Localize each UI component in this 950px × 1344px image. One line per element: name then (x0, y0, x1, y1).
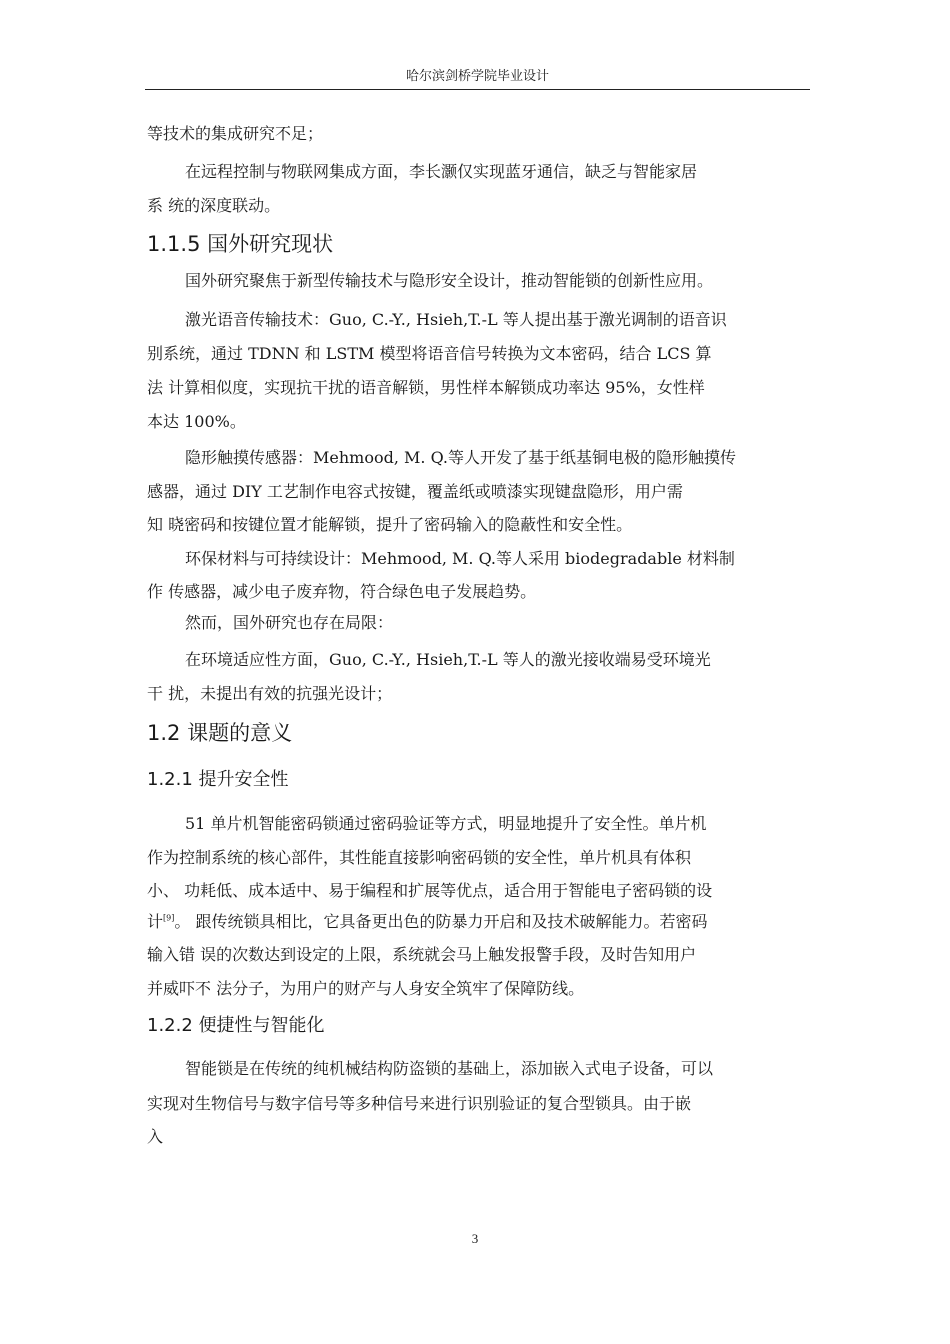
paragraph-line: 作为控制系统的核心部件，其性能直接影响密码锁的安全性，单片机具有体积 (147, 848, 692, 867)
paragraph-line: 环保材料与可持续设计：Mehmood, M. Q.等人采用 biodegradable 材料制 (185, 549, 735, 568)
section-heading-1-1-5: 1.1.5 国外研究现状 (147, 232, 334, 256)
paragraph-line: 等技术的集成研究不足； (147, 124, 324, 143)
paragraph-line: 知 晓密码和按键位置才能解锁，提升了密码输入的隐蔽性和安全性。 (147, 515, 633, 534)
section-heading-1-2-1: 1.2.1 提升安全性 (147, 769, 289, 790)
paragraph-line: 实现对生物信号与数字信号等多种信号来进行识别验证的复合型锁具。由于嵌 (147, 1094, 692, 1113)
page-header-title: 哈尔滨剑桥学院毕业设计 (405, 69, 549, 84)
paragraph-line: 别系统，通过 TDNN 和 LSTM 模型将语音信号转换为文本密码，结合 LCS 算 (147, 344, 712, 363)
paragraph-line: 并威吓不 法分子，为用户的财产与人身安全筑牢了保障防线。 (147, 979, 585, 998)
section-heading-1-2: 1.2 课题的意义 (147, 721, 293, 745)
header-rule (145, 89, 810, 90)
section-heading-1-2-2: 1.2.2 便捷性与智能化 (147, 1015, 325, 1036)
paragraph-line: 感器，通过 DIY 工艺制作电容式按键，覆盖纸或喷漆实现键盘隐形，用户需 (147, 482, 683, 501)
paragraph-line: 法 计算相似度，实现抗干扰的语音解锁，男性样本解锁成功率达 95%，女性样 (147, 378, 705, 397)
paragraph-line: 隐形触摸传感器：Mehmood, M. Q.等人开发了基于纸基铜电极的隐形触摸传 (185, 448, 736, 467)
paragraph-line: 本达 100%。 (147, 412, 246, 431)
paragraph-text: 计 (147, 912, 164, 931)
paragraph-line: 在环境适应性方面，Guo, C.-Y., Hsieh,T.-L 等人的激光接收端易受环境光 (185, 650, 711, 669)
page-number: 3 (471, 1231, 479, 1246)
paragraph-line: 入 (147, 1127, 164, 1146)
paragraph-line: 国外研究聚焦于新型传输技术与隐形安全设计，推动智能锁的创新性应用。 (185, 271, 714, 290)
paragraph-line: 系 统的深度联动。 (147, 196, 281, 215)
citation-ref: [9] (163, 913, 175, 923)
paragraph-line: 然而，国外研究也存在局限： (185, 613, 394, 632)
paragraph-line: 51 单片机智能密码锁通过密码验证等方式，明显地提升了安全性。单片机 (185, 814, 707, 833)
paragraph-line: 作 传感器，减少电子废弃物，符合绿色电子发展趋势。 (147, 582, 537, 601)
paragraph-line: 在远程控制与物联网集成方面，李长灏仅实现蓝牙通信，缺乏与智能家居 (185, 162, 698, 181)
paragraph-line: 智能锁是在传统的纯机械结构防盗锁的基础上，添加嵌入式电子设备，可以 (185, 1059, 714, 1078)
paragraph-line: 输入错 误的次数达到设定的上限，系统就会马上触发报警手段，及时告知用户 (147, 945, 697, 964)
paragraph-line: 小、 功耗低、成本适中、易于编程和扩展等优点，适合用于智能电子密码锁的设 (147, 881, 713, 900)
paragraph-line (147, 912, 707, 932)
paragraph-text: 。 跟传统锁具相比，它具备更出色的防暴力开启和及技术破解能力。若密码 (174, 912, 708, 931)
paragraph-line: 干 扰，未提出有效的抗强光设计； (147, 684, 393, 703)
paragraph-line: 激光语音传输技术：Guo, C.-Y., Hsieh,T.-L 等人提出基于激光调制的语音识 (185, 310, 727, 329)
